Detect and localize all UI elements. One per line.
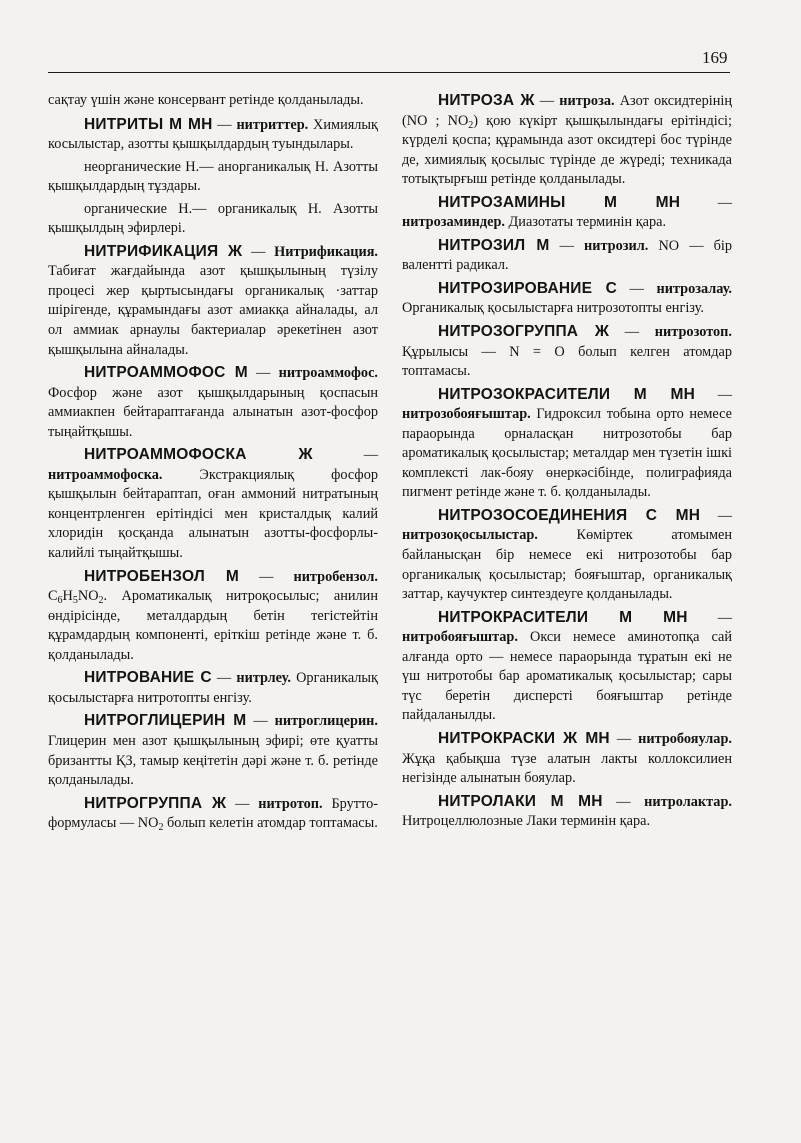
dictionary-entry: [402, 236, 732, 276]
entry-body: Жұқа қабықша түзе алатын лакты коллоксилиен негізінде алынатын бояулар.: [402, 750, 732, 787]
entry-translation: нитрозоқосылыстар.: [402, 527, 538, 544]
entry-body: Химиялық косылыстар, азотты қышқылдардың туындылары.: [48, 116, 378, 153]
dictionary-entry: [402, 91, 732, 190]
entry-translation: нитрозалау.: [656, 280, 732, 297]
dictionary-entry: [402, 608, 732, 726]
entry-dash: —: [700, 507, 732, 524]
entry-headword: НИТРОВАНИЕ С: [84, 669, 212, 687]
entry-translation: нитролактар.: [644, 793, 732, 810]
entry-headword: НИТРОЛАКИ М МН: [438, 792, 603, 810]
header-rule: [48, 72, 730, 73]
entry-dash: —: [695, 386, 732, 403]
formula-text: Азот оксидтерінің (NO ; NO: [402, 93, 733, 129]
dictionary-entry: [48, 242, 378, 360]
dictionary-entry: [48, 711, 378, 790]
entry-body: неорганические Н.— анорганикалық Н. Азотты қышқылдардың тұздары.: [48, 158, 378, 195]
formula-subscript: 2: [98, 595, 104, 607]
formula-subscript: 5: [72, 595, 78, 607]
entry-headword: НИТРОГРУППА Ж: [84, 794, 227, 812]
entry-translation: нитриттер.: [236, 116, 309, 133]
entry-headword: НИТРОБЕНЗОЛ М: [84, 567, 240, 585]
entry-dash: —: [247, 365, 279, 382]
entry-translation: нитроглицерин.: [274, 713, 378, 730]
entry-body: органические Н.— органикалық Н. Азотты қышқылдың эфирлері.: [48, 200, 378, 237]
continued-text: [48, 91, 378, 111]
dictionary-entry: [402, 729, 732, 789]
dictionary-entry: [48, 445, 378, 563]
sub-entry: [48, 200, 378, 239]
entry-body: болып келетін атомдар топтамасы.: [163, 815, 378, 832]
dictionary-entry: [402, 385, 732, 503]
entry-translation: нитробензол.: [293, 568, 378, 585]
formula-text: .: [103, 588, 108, 605]
entry-headword: НИТРОЗОКРАСИТЕЛИ М МН: [438, 385, 696, 403]
entry-dash: —: [212, 116, 237, 133]
entry-body: NO — бір валентті радикал.: [402, 237, 732, 274]
entry-translation: нитроаммофос.: [278, 365, 378, 382]
entry-dash: —: [687, 609, 733, 626]
entry-headword: НИТРОЗИРОВАНИЕ С: [438, 279, 618, 297]
entry-dash: —: [226, 795, 259, 812]
dictionary-entry: [402, 322, 732, 382]
entry-body: Фосфор және азот қышқылдарының қоспасын аммиакпен бейтараптағанда алынатын азот-фосфор тыңайтқышы.: [48, 384, 378, 440]
entry-translation: нитробояғыштар.: [402, 629, 518, 646]
dictionary-entry: [402, 279, 732, 319]
entry-dash: —: [617, 280, 657, 297]
chemical-formula: [48, 588, 108, 607]
entry-headword: НИТРОКРАСИТЕЛИ М МН: [438, 608, 688, 626]
entry-headword: НИТРОЗОСОЕДИНЕНИЯ С МН: [438, 506, 701, 524]
entry-dash: —: [242, 243, 275, 260]
entry-headword: НИТРОЗОГРУППА Ж: [438, 323, 610, 341]
entry-body: Экстракциялық фосфор қышқылын бейтараптап, оған аммоний нитратының концентрленген ерітіндісі мен кристалдық калий хлоридін қосқанда алынатын азотты-фосфорлы-калийлі тыңайтқышы.: [48, 466, 378, 562]
entry-translation: нитротоп.: [258, 795, 323, 812]
entry-body: Окси немесе аминотопқа сай алғанда орто — немесе параорында тұратын екі не үш нитротобы бар ароматикалық қосылыстар; сары түс беретін дисперсті бояғыштар ретінде пайдаланылды.: [402, 629, 732, 724]
dictionary-entry: [48, 567, 378, 666]
entry-dash: —: [602, 793, 645, 810]
formula-subscript: 2: [468, 119, 474, 131]
entry-translation: Нитрификация.: [274, 243, 378, 260]
entry-translation: нитрозотоп.: [654, 324, 732, 341]
entry-translation: нитроза.: [559, 93, 615, 109]
left-column: [48, 91, 378, 837]
dictionary-entry: [402, 792, 732, 832]
entry-body: Құрылысы — N = O болып келген атомдар топтамасы.: [402, 343, 732, 380]
entry-body: Көміртек атомымен байланысқан бір немесе екі нитрозотобы бар органикалық қосылыстар; бояғыштар, органикалық заттар, каучуктер синтездеуге қолданылады.: [402, 527, 732, 603]
entry-dash: —: [246, 713, 275, 730]
entry-translation: нитрлеу.: [236, 670, 291, 687]
entry-headword: НИТРОАММОФОС М: [84, 364, 248, 382]
dictionary-entry: [402, 506, 732, 605]
entry-body: Гидроксил тобына орто немесе параорында орналасқан нитрозотобы бар ароматикалық қосылыстар; металдар мен түзетін ішкі комплексті лак-бояу өнеркәсібінде, полиграфияда пигмент ретінде және т. б. қолданылады.: [402, 406, 732, 501]
entry-dash: —: [680, 194, 733, 211]
entry-headword: НИТРОАММОФОСКА Ж: [84, 446, 313, 464]
entry-translation: нитрозаминдер.: [402, 214, 505, 231]
entry-dash: —: [609, 324, 655, 341]
dictionary-entry: [48, 115, 378, 155]
entry-headword: НИТРОЗИЛ М: [438, 236, 550, 254]
entry-body: Глицерин мен азот қышқылының эфирі; өте қуатты бризантты ҚЗ, тамыр кеңітетін дәрі және т. б. ретінде қолданылады.: [48, 732, 378, 789]
sub-entry: [48, 158, 378, 197]
entry-headword: НИТРОЗА Ж: [438, 92, 535, 109]
entry-dash: —: [211, 670, 237, 687]
formula-text: H: [62, 588, 73, 605]
entry-headword: НИТРОКРАСКИ Ж МН: [438, 729, 610, 747]
formula-text: Брутто-формуласы — NO: [48, 795, 379, 832]
entry-body: қою күкірт қышқылындағы ерітіндісі; күрделі қоспа; құрамында азот оксидтері бос түрінде де, химиялық қосылыс түрінде де жүреді; техникада тотықтырғыш ретінде қолданылады.: [402, 112, 732, 188]
entry-dash: —: [534, 93, 560, 109]
formula-subscript: 6: [57, 595, 63, 607]
dictionary-entry: [402, 193, 732, 233]
entry-dash: —: [549, 237, 584, 254]
entry-translation: нитроаммофоска.: [48, 466, 163, 483]
entry-headword: НИТРИТЫ М МН: [84, 115, 213, 133]
dictionary-entry: [48, 363, 378, 442]
entry-body: Диазотаты терминін қара.: [504, 214, 667, 231]
entry-body: Органикалық қосылыстарға нитротопты енгізу.: [48, 670, 378, 706]
entry-body: Табиғат жағдайында азот қышқылының түзілу процесі жер қыртысындағы органикалық ·заттар шірігенде, құрамындағы азот амиакқа айналады, ал ол аммиак арнаулы бактериалар әрекетінен азот қышқылына айналады.: [48, 263, 378, 358]
entry-body: Органикалық қосылыстарға нитрозотопты енгізу.: [402, 300, 704, 317]
entry-headword: НИТРИФИКАЦИЯ Ж: [84, 242, 243, 260]
entry-headword: НИТРОГЛИЦЕРИН М: [84, 712, 247, 730]
dictionary-entry: [48, 668, 378, 708]
formula-text: ): [473, 112, 479, 129]
formula-text: NO: [77, 588, 99, 605]
entry-dash: —: [312, 447, 378, 464]
entry-dash: —: [239, 568, 294, 585]
entry-body: сақтау үшін және консервант ретінде қолданылады.: [48, 92, 364, 108]
entry-headword: НИТРОЗАМИНЫ М МН: [438, 193, 681, 211]
entry-body: Нитроцеллюлозные Лаки терминін қара.: [402, 813, 651, 830]
entry-dash: —: [609, 730, 639, 747]
entry-translation: нитрозил.: [583, 237, 649, 254]
formula-text: C: [48, 588, 58, 605]
entry-translation: нитрозобояғыштар.: [402, 406, 531, 423]
formula-subscript: 2: [158, 822, 164, 834]
page-number: 169: [702, 48, 728, 67]
dictionary-entry: [48, 794, 378, 834]
entry-translation: нитробояулар.: [638, 730, 732, 747]
right-column: [402, 91, 732, 835]
entry-body: Ароматикалық нитроқосылыс; анилин өндірісінде, металдардың бетін тегістейтін құрамдардың компоненті, еріткіш ретінде және т. б. қолданылады.: [48, 588, 378, 663]
